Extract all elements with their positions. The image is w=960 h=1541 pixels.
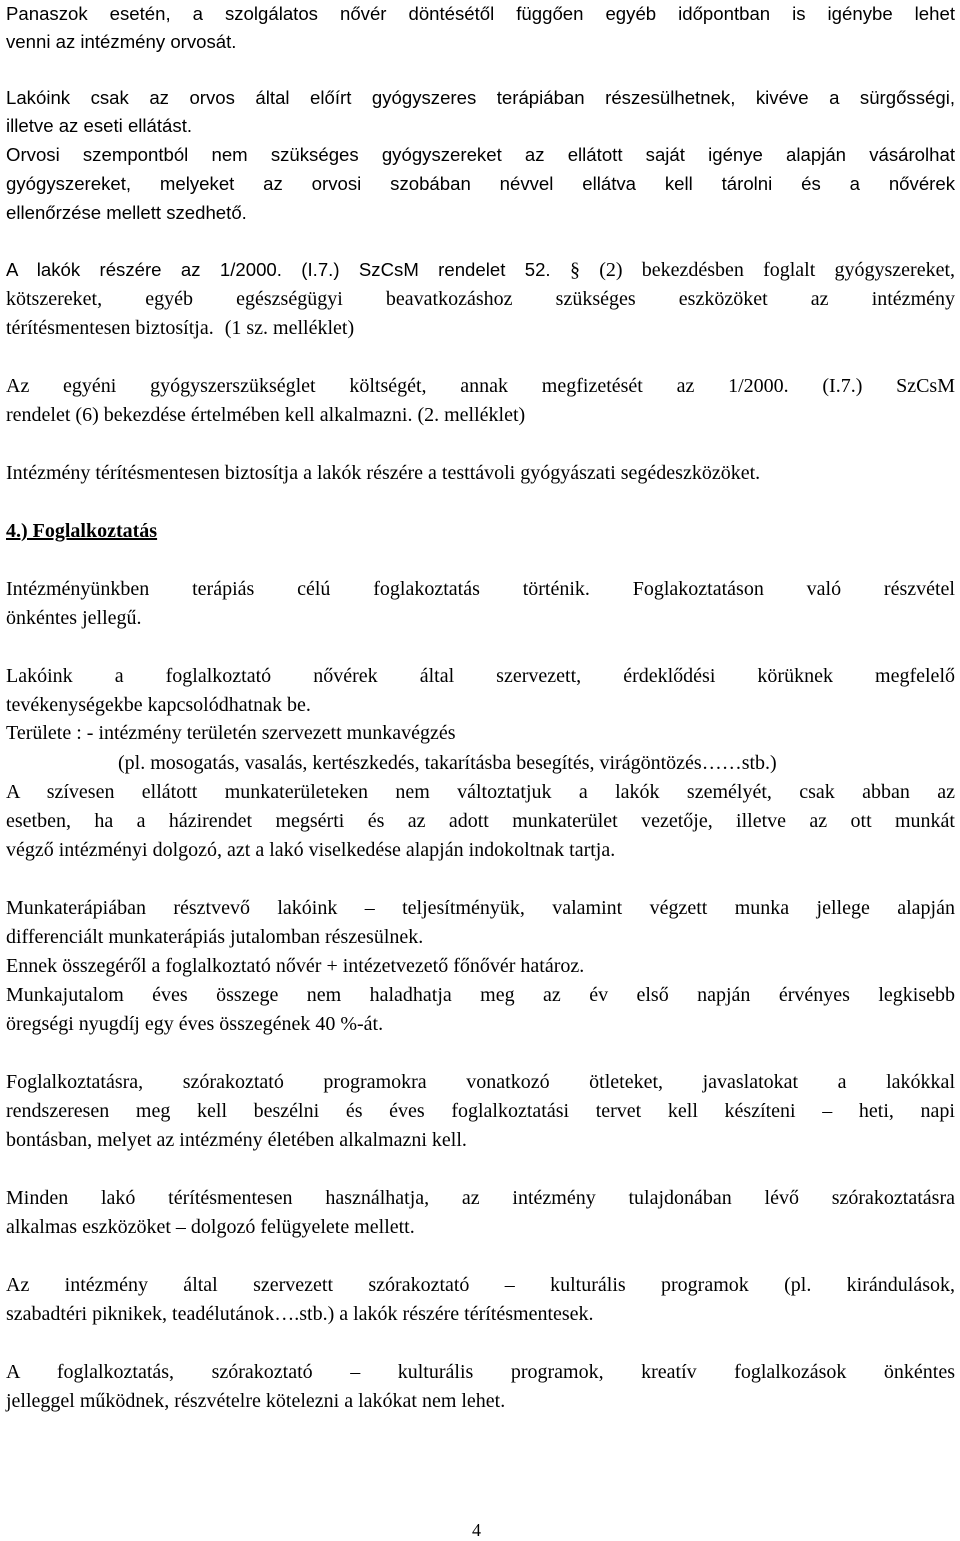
paragraph-line: Ennek összegéről a foglalkoztató nővér + intézetvezető főnővér határoz. xyxy=(6,955,585,977)
paragraph-line: bontásban, melyet az intézmény életében alkalmazni kell. xyxy=(6,1129,467,1151)
paragraph-line: Intézmény térítésmentesen biztosítja a lakók részére a testtávoli gyógyászati segédeszközöket. xyxy=(6,462,761,484)
paragraph-line: Munkajutalom éves összege nem haladhatja meg az év első napján érvényes legkisebb xyxy=(6,984,955,1006)
paragraph-line: önkéntes jellegű. xyxy=(6,607,142,629)
paragraph-line: Lakóink csak az orvos által előírt gyógyszeres terápiában részesülhetnek, kivéve a sürgősségi, xyxy=(6,87,955,108)
paragraph-line: Az intézmény által szervezett szórakoztató – kulturális programok (pl. kirándulások, xyxy=(6,1274,955,1296)
paragraph-line: Minden lakó térítésmentesen használhatja, az intézmény tulajdonában lévő szórakoztatásra xyxy=(6,1187,955,1209)
regulation-reference: A lakók részére az 1/2000. (I.7.) SzCsM rendelet 52. xyxy=(6,259,551,280)
paragraph-line: jelleggel működnek, részvételre kötelezni a lakókat nem lehet. xyxy=(6,1390,506,1412)
paragraph-line: venni az intézmény orvosát. xyxy=(6,31,237,52)
paragraph-line: Munkaterápiában résztvevő lakóink – teljesítményük, valamint végzett munka jellege alapján xyxy=(6,897,955,919)
paragraph-line: gyógyszereket, melyeket az orvosi szobában névvel ellátva kell tárolni és a nővérek xyxy=(6,173,955,194)
paragraph-line: Az egyéni gyógyszerszükséglet költségét, annak megfizetését az 1/2000. (I.7.) SzCsM xyxy=(6,375,955,397)
paragraph-line: differenciált munkaterápiás jutalomban részesülnek. xyxy=(6,926,424,948)
paragraph-line xyxy=(6,316,955,340)
page-number: 4 xyxy=(472,1520,481,1540)
paragraph-line xyxy=(6,258,955,282)
paragraph-line: esetben, ha a házirendet megsérti és az adott munkaterület vezetője, illetve az ott munkát xyxy=(6,810,955,832)
paragraph-line: rendszeresen meg kell beszélni és éves foglalkoztatási tervet kell készíteni – heti, napi xyxy=(6,1100,955,1122)
paragraph-line: A foglalkoztatás, szórakoztató – kulturális programok, kreatív foglalkozások önkéntes xyxy=(6,1361,955,1383)
paragraph-line: Intézményünkben terápiás célú foglakoztatás történik. Foglakoztatáson való részvétel xyxy=(6,578,955,600)
paragraph-line: rendelet (6) bekezdése értelmében kell alkalmazni. (2. melléklet) xyxy=(6,404,526,426)
paragraph-line: (pl. mosogatás, vasalás, kertészkedés, takarításba besegítés, virágöntözés……stb.) xyxy=(118,752,777,774)
paragraph-line: kötszereket, egyéb egészségügyi beavatkozáshoz szükséges eszközöket az intézmény xyxy=(6,288,955,310)
paragraph-line: öregségi nyugdíj egy éves összegének 40 %-át. xyxy=(6,1013,384,1035)
section-heading: 4.) Foglalkoztatás xyxy=(6,520,158,542)
paragraph-line: végző intézményi dolgozó, azt a lakó viselkedése alapján indokoltnak tartja. xyxy=(6,839,616,861)
paragraph-line: ellenőrzése mellett szedhető. xyxy=(6,202,247,223)
paragraph-line: Lakóink a foglalkoztató nővérek által szervezett, érdeklődési körüknek megfelelő xyxy=(6,665,955,687)
regulation-reference-cont: § (2) bekezdésben foglalt gyógyszereket, xyxy=(569,259,956,281)
annex-reference: (1 sz. melléklet) xyxy=(224,317,355,339)
line-text: térítésmentesen biztosítja. xyxy=(6,317,214,339)
paragraph-line: szabadtéri piknikek, teadélutánok….stb.) a lakók részére térítésmentesek. xyxy=(6,1303,594,1325)
paragraph-line: Panaszok esetén, a szolgálatos nővér döntésétől függően egyéb időpontban is igénybe lehet xyxy=(6,3,955,24)
paragraph-line: A szívesen ellátott munkaterületeken nem változtatjuk a lakók személyét, csak abban az xyxy=(6,781,955,803)
paragraph-line: Foglalkoztatásra, szórakoztató programokra vonatkozó ötleteket, javaslatokat a lakókkal xyxy=(6,1071,955,1093)
paragraph-line: alkalmas eszközöket – dolgozó felügyelete mellett. xyxy=(6,1216,415,1238)
paragraph-line: illetve az eseti ellátást. xyxy=(6,115,193,136)
paragraph-line: Területe : - intézmény területén szervezett munkavégzés xyxy=(6,722,456,744)
paragraph-line: tevékenységekbe kapcsolódhatnak be. xyxy=(6,694,311,716)
paragraph-line: Orvosi szempontból nem szükséges gyógyszereket az ellátott saját igénye alapján vásárolhat xyxy=(6,144,955,165)
